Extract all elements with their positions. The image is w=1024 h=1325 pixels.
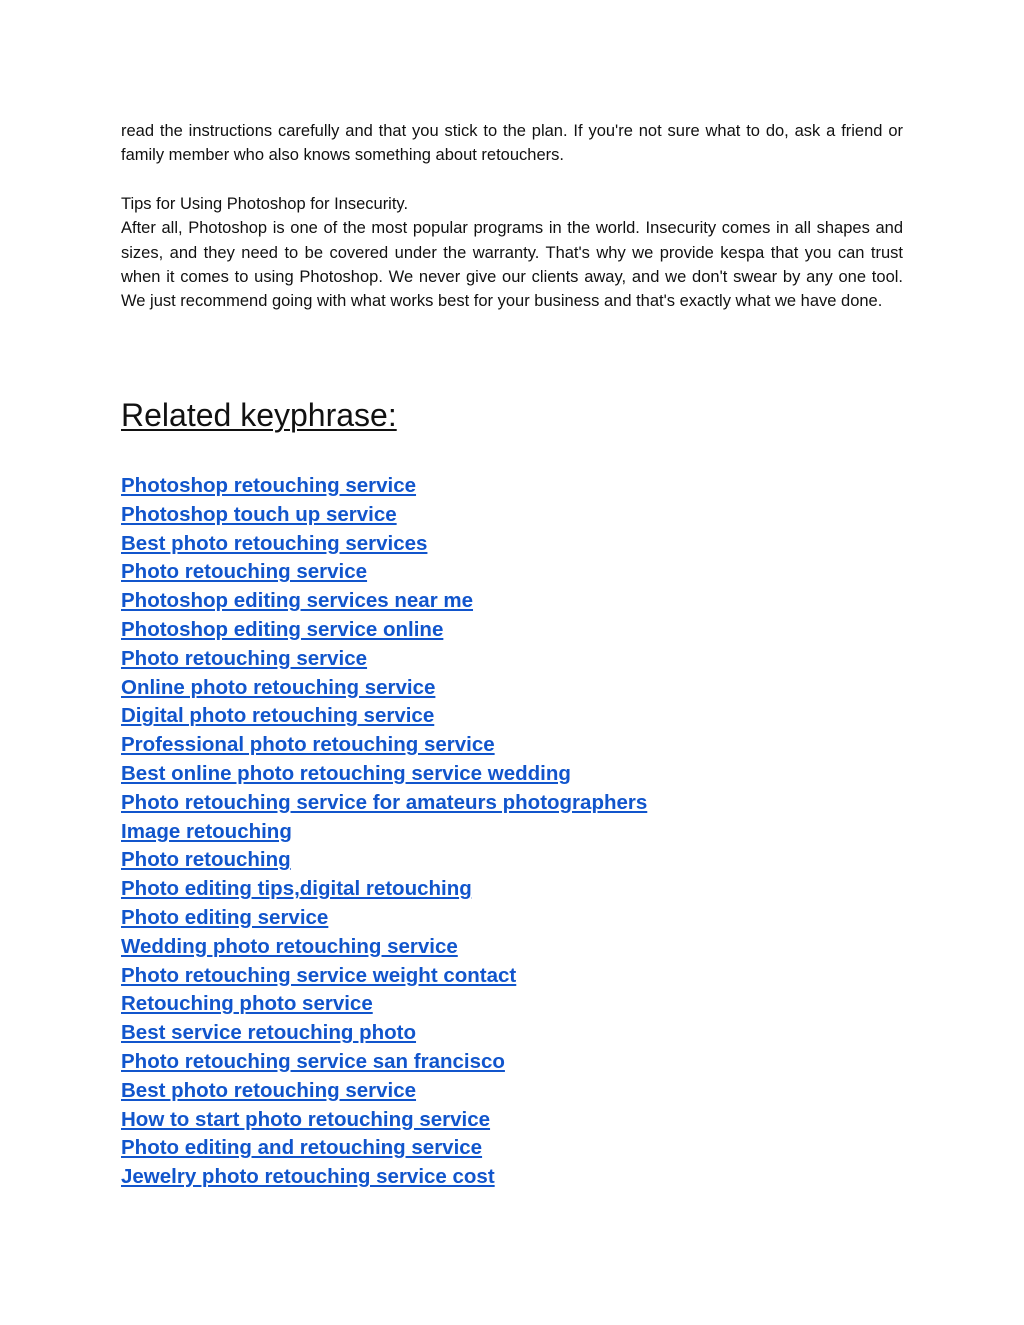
list-item	[121, 501, 647, 530]
list-item	[121, 645, 647, 674]
keyphrase-link[interactable]: Digital photo retouching service	[121, 704, 435, 728]
keyphrase-link[interactable]: Photo retouching service san francisco	[121, 1049, 505, 1073]
keyphrase-link[interactable]: Best online photo retouching service wedding	[121, 761, 571, 785]
keyphrase-link[interactable]: Photo editing and retouching service	[121, 1136, 483, 1160]
list-item	[121, 962, 647, 991]
intro-paragraph: read the instructions carefully and that you stick to the plan. If you're not sure what to do, ask a friend or family member who also knows something about retouchers.	[121, 122, 903, 165]
keyphrase-link[interactable]: Image retouching	[121, 819, 292, 843]
keyphrase-link[interactable]: Photo retouching	[121, 848, 291, 872]
list-item	[121, 1134, 647, 1163]
keyphrase-link[interactable]: Photoshop touch up service	[121, 502, 397, 526]
keyphrase-link[interactable]: Photo retouching service weight contact	[121, 963, 517, 987]
keyphrase-link[interactable]: Retouching photo service	[121, 992, 373, 1016]
list-item	[121, 933, 647, 962]
keyphrase-link-list	[121, 472, 647, 1192]
list-item	[121, 875, 647, 904]
keyphrase-link[interactable]: Online photo retouching service	[121, 675, 436, 699]
list-item	[121, 990, 647, 1019]
keyphrase-link[interactable]: Photo retouching service	[121, 646, 368, 670]
tips-title: Tips for Using Photoshop for Insecurity.	[121, 194, 409, 213]
paragraph-spacer	[121, 168, 903, 192]
list-item	[121, 818, 647, 847]
keyphrase-link[interactable]: Photoshop editing service online	[121, 617, 444, 641]
related-keyphrase-heading: Related keyphrase:	[121, 397, 397, 433]
keyphrase-link[interactable]: Photo editing service	[121, 905, 329, 929]
list-item	[121, 1077, 647, 1106]
list-item	[121, 472, 647, 501]
list-item	[121, 1048, 647, 1077]
list-item	[121, 760, 647, 789]
document-body	[121, 119, 903, 314]
list-item	[121, 1019, 647, 1048]
list-item	[121, 530, 647, 559]
list-item	[121, 587, 647, 616]
keyphrase-link[interactable]: Photo retouching service for amateurs photographers	[121, 790, 648, 814]
keyphrase-link[interactable]: Best photo retouching services	[121, 531, 428, 555]
keyphrase-link[interactable]: Professional photo retouching service	[121, 733, 495, 757]
list-item	[121, 1106, 647, 1135]
keyphrase-link[interactable]: Best photo retouching service	[121, 1078, 417, 1102]
list-item	[121, 702, 647, 731]
keyphrase-link[interactable]: Photo editing tips,digital retouching	[121, 877, 472, 901]
list-item	[121, 674, 647, 703]
keyphrase-link[interactable]: Best service retouching photo	[121, 1021, 417, 1045]
keyphrase-link[interactable]: Photoshop retouching service	[121, 474, 417, 497]
list-item	[121, 1163, 647, 1192]
keyphrase-link[interactable]: How to start photo retouching service	[121, 1107, 491, 1131]
keyphrase-link[interactable]: Jewelry photo retouching service cost	[121, 1165, 495, 1189]
keyphrase-link[interactable]: Photo retouching service	[121, 560, 368, 584]
list-item	[121, 558, 647, 587]
list-item	[121, 904, 647, 933]
list-item	[121, 731, 647, 760]
list-item	[121, 616, 647, 645]
tips-paragraph: After all, Photoshop is one of the most popular programs in the world. Insecurity comes in all shapes and sizes, and they need to be covered under the warranty. That's why we provide kespa that you can trust when it comes to using Photoshop. We never give our clients away, and we don't swear by any one tool. We just recommend going with what works best for your business and that's exactly what we have done.	[121, 219, 903, 311]
keyphrase-link[interactable]: Photoshop editing services near me	[121, 589, 474, 613]
list-item	[121, 846, 647, 875]
list-item	[121, 789, 647, 818]
keyphrase-link[interactable]: Wedding photo retouching service	[121, 934, 458, 958]
